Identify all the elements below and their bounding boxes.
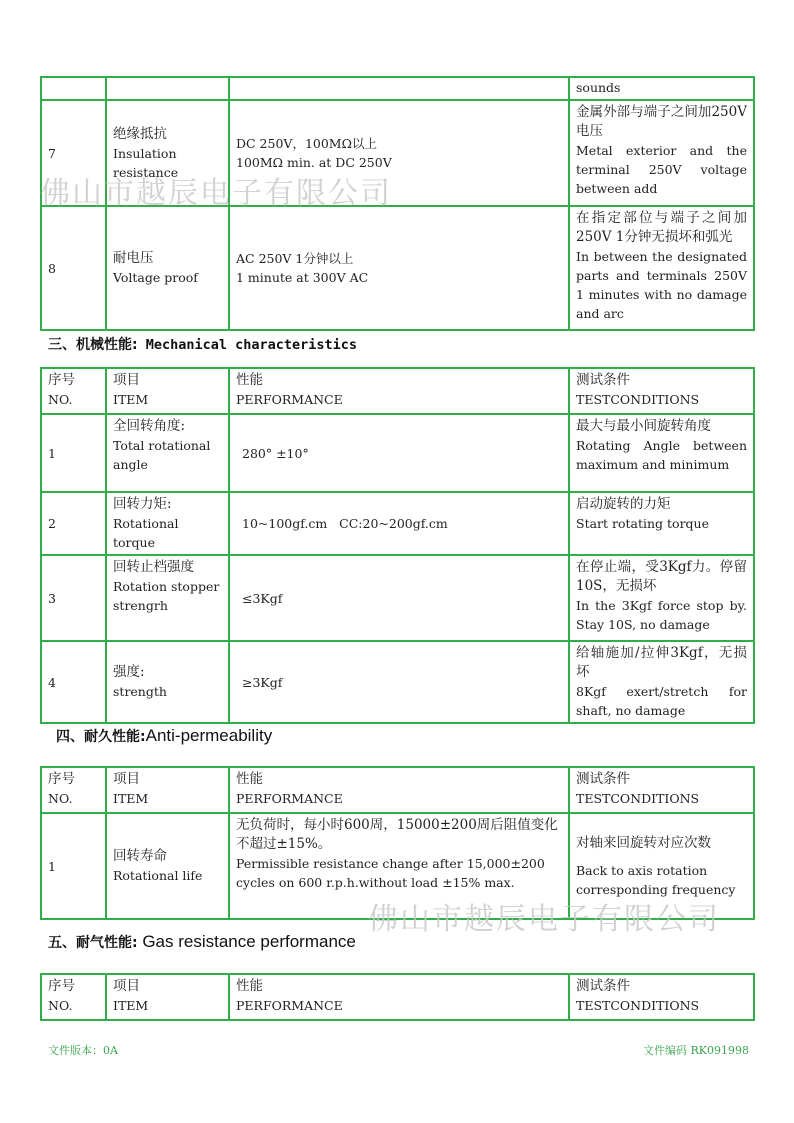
cond-cell: 金属外部与端子之间加250V电压 Metal exterior and the terminal 250V voltage between add (569, 100, 754, 206)
cond-cell: 在停止端，受3Kgf力。停留10S，无损坏 In the 3Kgf force stop by. Stay 10S, no damage (569, 555, 754, 641)
row-number: 4 (41, 641, 106, 723)
footer-document-code: 文件编码 RK091998 (643, 1044, 749, 1057)
table-row (41, 641, 754, 723)
header-performance: 性能 PERFORMANCE (229, 974, 569, 1020)
gas-resistance-table (40, 973, 755, 1021)
watermark: 佛山市越辰电子有限公司 (368, 902, 720, 937)
table-row (41, 555, 754, 641)
performance-cell: ≤3Kgf (229, 555, 569, 641)
row-number: 3 (41, 555, 106, 641)
header-conditions: 测试条件 TESTCONDITIONS (569, 974, 754, 1020)
header-conditions: 测试条件 TESTCONDITIONS (569, 767, 754, 813)
row-number: 1 (41, 414, 106, 492)
item-cell: 强度: strength (106, 641, 229, 723)
header-item: 项目 ITEM (106, 368, 229, 414)
performance-cell: AC 250V 1分钟以上 1 minute at 300V AC (229, 206, 569, 330)
header-item: 项目 ITEM (106, 974, 229, 1020)
row-number: 2 (41, 492, 106, 555)
row-number: 8 (41, 206, 106, 330)
item-cell: 全回转角度: Total rotational angle (106, 414, 229, 492)
header-performance: 性能 PERFORMANCE (229, 368, 569, 414)
table-header-row (41, 767, 754, 813)
performance-cell: 10~100gf.cm CC:20~200gf.cm (229, 492, 569, 555)
item-cell: 耐电压 Voltage proof (106, 206, 229, 330)
table-header-row (41, 368, 754, 414)
section-heading-mechanical: 三、机械性能: Mechanical characteristics (48, 337, 358, 353)
footer-version: 文件版本：0A (48, 1044, 118, 1057)
header-item: 项目 ITEM (106, 767, 229, 813)
performance-cell: ≥3Kgf (229, 641, 569, 723)
table-row (41, 414, 754, 492)
header-no: 序号 NO. (41, 974, 106, 1020)
item-cell: 回转力矩: Rotational torque (106, 492, 229, 555)
cond-cell: 启动旋转的力矩 Start rotating torque (569, 492, 754, 555)
table-row (41, 77, 754, 100)
performance-cell: 280° ±10° (229, 414, 569, 492)
cond-cell: 对轴来回旋转对应次数 Back to axis rotation corresponding frequency (569, 813, 754, 919)
cond-cell: 给轴施加/拉伸3Kgf，无损坏 8Kgf exert/stretch for shaft, no damage (569, 641, 754, 723)
header-no: 序号 NO. (41, 767, 106, 813)
item-cell: 绝缘抵抗 Insulation resistance (106, 100, 229, 206)
performance-cell: DC 250V，100MΩ以上 100MΩ min. at DC 250V (229, 100, 569, 206)
header-conditions: 测试条件 TESTCONDITIONS (569, 368, 754, 414)
cond-cell: 最大与最小间旋转角度 Rotating Angle between maximum and minimum (569, 414, 754, 492)
header-performance: 性能 PERFORMANCE (229, 767, 569, 813)
section-heading-gas-resistance: 五、耐气性能: Gas resistance performance (48, 932, 356, 951)
cond-cell: sounds (569, 77, 754, 100)
row-number: 1 (41, 813, 106, 919)
header-no: 序号 NO. (41, 368, 106, 414)
section-heading-anti-permeability: 四、耐久性能:Anti-permeability (56, 726, 273, 745)
item-cell: 回转止档强度 Rotation stopper strengrh (106, 555, 229, 641)
performance-cell: 无负荷时，每小时600周，15000±200周后阻值变化不超过±15%。 Permissible resistance change after 15,000±200 cycles on 600 r.p.h.without load ±15% max. (229, 813, 569, 919)
table-row (41, 206, 754, 330)
item-cell: 回转寿命 Rotational life (106, 813, 229, 919)
cond-cell: 在指定部位与端子之间加250V 1分钟无损坏和弧光 In between the designated parts and terminals 250V 1 minutes with no damage and arc (569, 206, 754, 330)
row-number: 7 (41, 100, 106, 206)
mechanical-table (40, 367, 755, 724)
table-header-row (41, 974, 754, 1020)
watermark: 佛山市越辰电子有限公司 (40, 176, 392, 211)
table-row (41, 492, 754, 555)
